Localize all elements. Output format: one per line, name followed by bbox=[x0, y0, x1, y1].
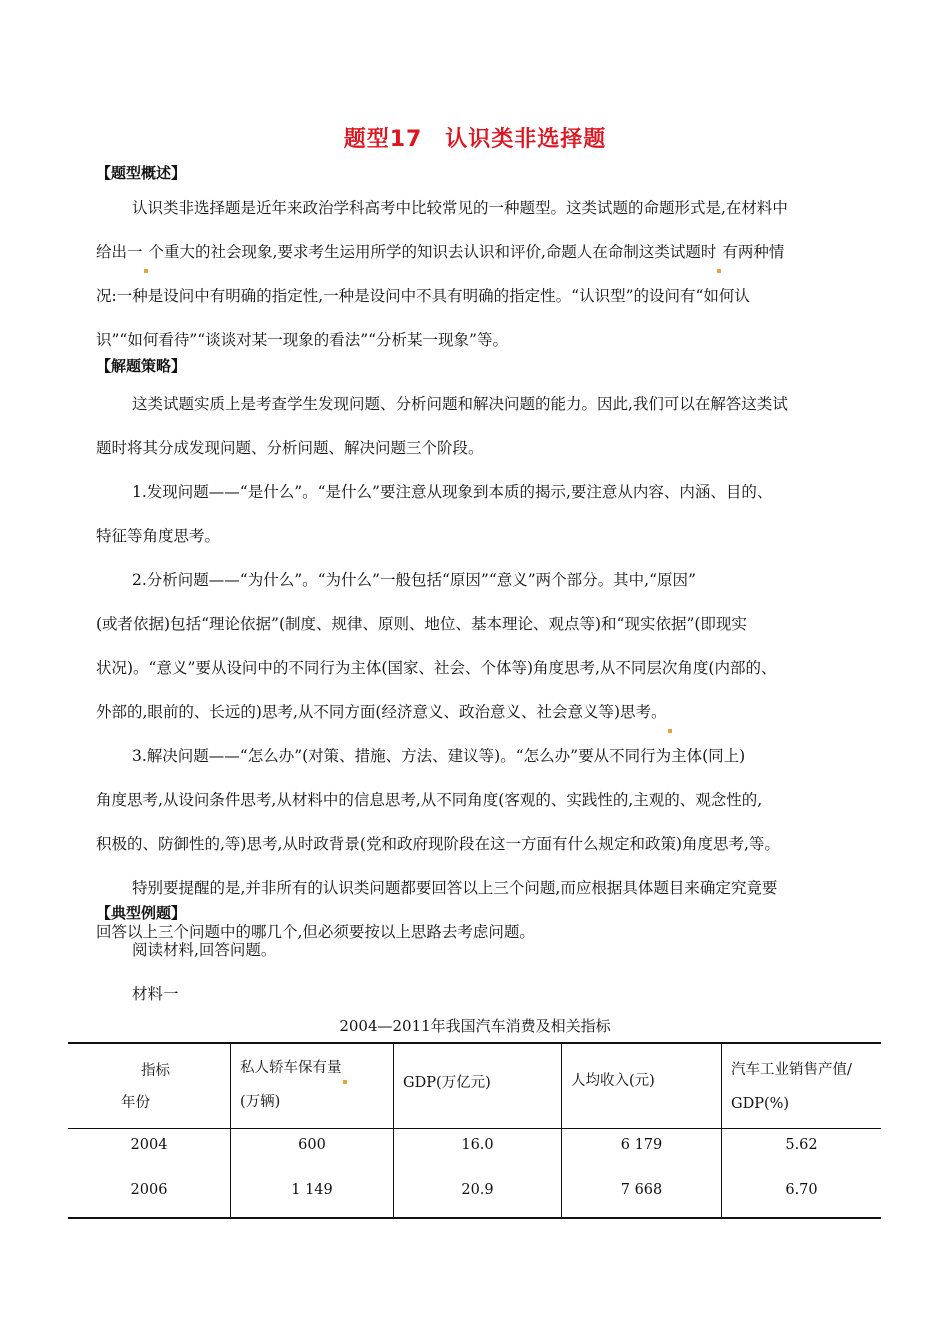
text-line: 积极的、防御性的,等)思考,从时政背景(党和政府现阶段在这一方面有什么规定和政策)角度思考,等。 bbox=[96, 835, 780, 853]
cell-cars: 1 149 bbox=[231, 1174, 394, 1218]
text-line: 特征等角度思考。 bbox=[96, 527, 221, 545]
header-corner-cell bbox=[69, 1045, 229, 1119]
text-line bbox=[96, 690, 856, 734]
table-caption: 2004—2011年我国汽车消费及相关指标 bbox=[339, 1017, 611, 1035]
section-heading-example: 【典型例题】 bbox=[96, 904, 187, 922]
edit-marker-icon bbox=[717, 269, 721, 273]
edit-marker-icon bbox=[144, 269, 148, 273]
text-line: 题时将其分成发现问题、分析问题、解决问题三个阶段。 bbox=[96, 439, 484, 457]
text-line: 3.解决问题——“怎么办”(对策、措施、方法、建议等)。“怎么办”要从不同行为主体(同上) bbox=[132, 747, 746, 765]
text-line: 识”“如何看待”“谈谈对某一现象的看法”“分析某一现象”等。 bbox=[96, 331, 508, 349]
cell-gdp: 16.0 bbox=[394, 1129, 562, 1175]
header-corner-top: 指标 bbox=[141, 1063, 170, 1079]
header-corner-bottom: 年份 bbox=[121, 1095, 150, 1111]
text-span: 给出一 bbox=[96, 243, 143, 261]
strategy-heading-text: 解题策略 bbox=[111, 357, 172, 375]
text-line: 况:一种是设问中有明确的指定性,一种是设问中不具有明确的指定性。“认识型”的设问有“如何认 bbox=[96, 287, 750, 305]
header-income-text: 人均收入(元) bbox=[571, 1073, 655, 1089]
strategy-paragraphs bbox=[96, 382, 856, 954]
cell-income: 6 179 bbox=[562, 1129, 722, 1175]
cell-ratio: 6.70 bbox=[722, 1174, 882, 1218]
overview-paragraph bbox=[96, 186, 856, 362]
text-span: 个重大的社会现象,要求考生运用所学的知识去认识和评价,命题人在命制这类试题时 bbox=[148, 243, 717, 261]
cell-gdp: 20.9 bbox=[394, 1174, 562, 1218]
table-row bbox=[68, 1174, 881, 1218]
text-line: 认识类非选择题是近年来政治学科高考中比较常见的一种题型。这类试题的命题形式是,在材料中 bbox=[132, 199, 788, 217]
data-table bbox=[68, 1042, 881, 1219]
cell-year: 2004 bbox=[130, 1137, 168, 1153]
example-heading-text: 典型例题 bbox=[111, 904, 172, 922]
text-line: 2.分析问题——“为什么”。“为什么”一般包括“原因”“意义”两个部分。其中,“原因” bbox=[132, 571, 696, 589]
header-cars-line1 bbox=[240, 1051, 392, 1085]
text-line bbox=[96, 230, 856, 274]
overview-heading-text: 题型概述 bbox=[111, 164, 172, 182]
text-line: 特别要提醒的是,并非所有的认识类问题都要回答以上三个问题,而应根据具体题目来确定究竟要 bbox=[132, 879, 778, 897]
text-line: 这类试题实质上是考查学生发现问题、分析问题和解决问题的能力。因此,我们可以在解答这类试 bbox=[132, 395, 788, 413]
cell-income: 7 668 bbox=[562, 1174, 722, 1218]
table-row bbox=[68, 1129, 881, 1175]
header-income bbox=[562, 1043, 722, 1129]
cell-cars: 600 bbox=[231, 1129, 394, 1175]
cell-year: 2006 bbox=[68, 1174, 231, 1218]
header-cars bbox=[231, 1043, 394, 1129]
table-header-row bbox=[68, 1043, 881, 1129]
section-heading-overview: 【题型概述】 bbox=[96, 164, 187, 182]
text-line: 状况)。“意义”要从设问中的不同行为主体(国家、社会、个体等)角度思考,从不同层次角度(内部的、 bbox=[96, 659, 777, 677]
header-ratio bbox=[722, 1043, 882, 1129]
text-line: 回答以上三个问题中的哪几个,但必须要按以上思路去考虑问题。 bbox=[96, 923, 535, 941]
text-line: 材料一 bbox=[132, 985, 179, 1003]
edit-marker-icon bbox=[343, 1080, 347, 1084]
header-cars-line2: (万辆) bbox=[240, 1094, 281, 1110]
text-span: 有两种情 bbox=[722, 243, 785, 261]
header-cars-cell bbox=[232, 1045, 392, 1119]
text-line: 阅读材料,回答问题。 bbox=[132, 941, 277, 959]
header-ratio-line1: 汽车工业销售产值/ bbox=[731, 1062, 852, 1078]
text-line: (或者依据)包括“理论依据”(制度、规律、原则、地位、基本理论、观点等)和“现实依据”(即现实 bbox=[96, 615, 747, 633]
edit-marker-icon bbox=[668, 729, 672, 733]
header-ratio-cell bbox=[723, 1045, 880, 1121]
header-corner bbox=[68, 1043, 231, 1129]
header-ratio-line2: GDP(%) bbox=[731, 1096, 790, 1112]
text-line: 角度思考,从设问条件思考,从材料中的信息思考,从不同角度(客观的、实践性的,主观的、观念性的, bbox=[96, 791, 763, 809]
page-title: 题型17 认识类非选择题 bbox=[343, 127, 607, 152]
header-cars-text: 私人轿车保有量 bbox=[240, 1060, 342, 1076]
header-gdp-text: GDP(万亿元) bbox=[403, 1075, 491, 1091]
cell-ratio: 5.62 bbox=[722, 1129, 882, 1175]
text-span: 外部的,眼前的、长远的)思考,从不同方面(经济意义、政治意义、社会意义等)思考。 bbox=[96, 703, 667, 721]
example-intro bbox=[96, 928, 856, 1016]
text-line: 1.发现问题——“是什么”。“是什么”要注意从现象到本质的揭示,要注意从内容、内涵、目的、 bbox=[132, 483, 773, 501]
header-gdp bbox=[394, 1043, 562, 1129]
section-heading-strategy: 【解题策略】 bbox=[96, 357, 187, 375]
